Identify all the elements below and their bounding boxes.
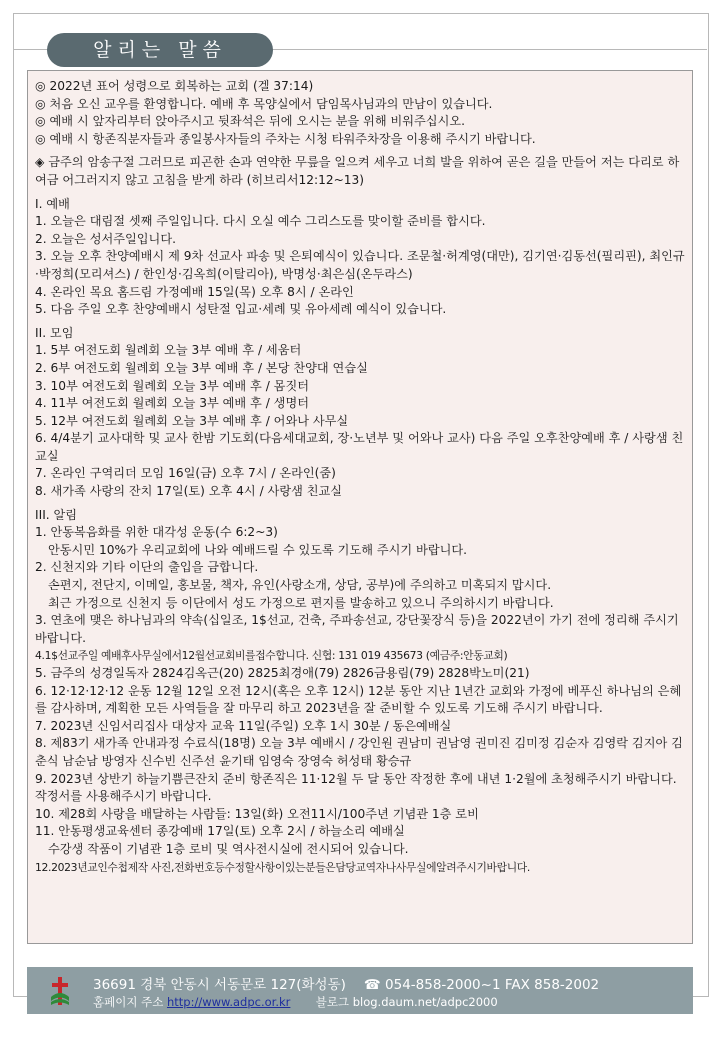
worship-heading: I. 예배 bbox=[35, 196, 70, 211]
church-logo-icon bbox=[49, 975, 71, 1007]
intro-item: ◎ 처음 오신 교우를 환영합니다. 예배 후 목양실에서 담임목사님과의 만남이 있습니다. bbox=[35, 96, 493, 111]
notice-list bbox=[35, 524, 685, 876]
notice-item: 2. 신천지와 기타 이단의 출입을 금합니다. bbox=[35, 560, 259, 575]
page-title: 알리는 말씀 bbox=[47, 33, 273, 67]
notice-item: 4.1$선교주일 예배후사무실에서12월선교회비를접수합니다. 신협: 131 019 435673 (예금주:안동교회) bbox=[35, 649, 508, 663]
notice-item: 6. 12·12·12·12 운동 12월 12일 오전 12시(혹은 오후 12시) 12분 동안 지난 1년간 교회와 가정에 베푸신 하나님의 은혜를 감사하며, 계획한 모든 사역들을 잘 마무리 하고 2023년을 잘 준비할 수 있도록 기도해 주시기 바랍니다. bbox=[35, 683, 682, 716]
footer-contact bbox=[93, 973, 599, 993]
blog-link[interactable]: blog.daum.net/adpc2000 bbox=[352, 995, 498, 1009]
footer bbox=[27, 967, 693, 1014]
homepage-label: 홈페이지 주소 bbox=[93, 995, 164, 1009]
notice-item: 5. 금주의 성경일독자 2824김옥근(20) 2825최경애(79) 2826금용림(79) 2828박노미(21) bbox=[35, 666, 530, 680]
notice-item: 안동시민 10%가 우리교회에 나와 예배드릴 수 있도록 기도해 주시기 바랍니다. bbox=[48, 542, 468, 557]
footer-links bbox=[93, 994, 498, 1010]
footer-address: 36691 경북 안동시 서동문로 127(화성동) bbox=[93, 977, 346, 993]
meeting-item: 8. 새가족 사랑의 잔치 17일(토) 오후 4시 / 사랑샘 친교실 bbox=[35, 484, 343, 499]
footer-phone: ☎ 054-858-2000~1 FAX 858-2002 bbox=[363, 977, 600, 993]
worship-item: 4. 온라인 목요 홈드림 가정예배 15일(목) 오후 8시 / 온라인 bbox=[35, 284, 354, 299]
meeting-item: 6. 4/4분기 교사대학 및 교사 한밤 기도회(다음세대교회, 장·노년부 및 어와나 교사) 다음 주일 오후찬양예배 후 / 사랑샘 친교실 bbox=[35, 431, 684, 463]
notice-item: 1. 안동복음화를 위한 대각성 운동(수 6:2~3) bbox=[35, 525, 278, 540]
notice-item: 11. 안동평생교육센터 종강예배 17일(토) 오후 2시 / 하늘소리 예배실 bbox=[35, 824, 405, 839]
notice-item: 손편지, 전단지, 이메일, 홍보물, 책자, 유인(사랑소개, 상담, 공부)에 주의하고 미혹되지 맙시다. bbox=[48, 578, 552, 593]
meeting-item: 7. 온라인 구역리더 모임 16일(금) 오후 7시 / 온라인(줌) bbox=[35, 466, 336, 481]
memory-verse: ◈ 금주의 암송구절 그러므로 피곤한 손과 연약한 무릎을 일으켜 세우고 너희 발을 위하여 곧은 길을 만들어 저는 다리로 하여금 어그러지지 않고 고침을 받게 하라 (히브리서12:12~13) bbox=[35, 155, 680, 187]
announcement-box bbox=[27, 70, 693, 944]
meeting-item: 2. 6부 여전도회 월례회 오늘 3부 예배 후 / 본당 찬양대 연습실 bbox=[35, 360, 368, 375]
notice-item: 12.2023년교인수첩제작 사진,전화번호등수정할사항이있는분들은담당교역자나사무실에알려주시기바랍니다. bbox=[35, 860, 530, 874]
notice-item: 8. 제83기 새가족 안내과정 수료식(18명) 오늘 3부 예배시 / 강인원 권남미 권남영 권미진 김미정 김순자 김영락 김지아 김춘식 남순남 방영자 신수빈 신주선 윤기태 임영숙 장영숙 허성태 황승규 bbox=[35, 736, 683, 768]
worship-item: 3. 오늘 오후 찬양예배시 제 9차 선교사 파송 및 은퇴예식이 있습니다. 조문철·허계영(대만), 김기연·김동선(필리핀), 최인규·박정희(모리셔스) / 한인성·김옥희(이탈리아), 박명성·최은심(온두라스) bbox=[35, 249, 685, 281]
notice-item: 3. 연초에 맺은 하나님과의 약속(십일조, 1$선교, 건축, 주파송선교, 강단꽃장식 등)을 2022년이 가기 전에 정리해 주시기 바랍니다. bbox=[35, 613, 679, 645]
notice-item: 9. 2023년 상반기 하늘기쁨큰잔치 준비 항존직은 11·12월 두 달 동안 작정한 후에 내년 1·2월에 초청해주시기 바랍니다. 작정서를 사용해주시기 바랍니다. bbox=[35, 771, 677, 804]
worship-item: 5. 다음 주일 오후 찬양예배시 성탄절 입교·세례 및 유아세례 예식이 있습니다. bbox=[35, 302, 447, 317]
meeting-item: 3. 10부 여전도회 월례회 오늘 3부 예배 후 / 몸짓터 bbox=[35, 378, 310, 393]
notice-item: 수강생 작품이 기념관 1층 로비 및 역사전시실에 전시되어 있습니다. bbox=[48, 841, 409, 856]
meetings-heading: II. 모임 bbox=[35, 325, 74, 340]
meeting-item: 4. 11부 여전도회 월례회 오늘 3부 예배 후 / 생명터 bbox=[35, 396, 310, 411]
homepage-link[interactable]: http://www.adpc.or.kr bbox=[166, 995, 291, 1009]
worship-item: 1. 오늘은 대림절 셋째 주일입니다. 다시 오실 예수 그리스도를 맞이할 준비를 합시다. bbox=[35, 214, 486, 229]
notice-item: 10. 제28회 사랑을 배달하는 사람들: 13일(화) 오전11시/100주년 기념관 1층 로비 bbox=[35, 806, 479, 821]
meeting-item: 5. 12부 여전도회 월례회 오늘 3부 예배 후 / 어와나 사무실 bbox=[35, 413, 349, 428]
intro-list bbox=[35, 78, 685, 148]
notices-heading: III. 알림 bbox=[35, 507, 78, 522]
worship-item: 2. 오늘은 성서주일입니다. bbox=[35, 231, 176, 246]
blog-label: 블로그 bbox=[315, 995, 350, 1009]
intro-item: ◎ 예배 시 앞자리부터 앉아주시고 뒷좌석은 뒤에 오시는 분을 위해 비워주십시오. bbox=[35, 114, 465, 129]
notice-item: 7. 2023년 신임서리집사 대상자 교육 11일(주일) 오후 1시 30분 / 동은예배실 bbox=[35, 718, 452, 733]
intro-item: ◎ 예배 시 항존직분자들과 종일봉사자들의 주차는 시청 타워주차장을 이용해 주시기 바랍니다. bbox=[35, 131, 536, 146]
intro-item: ◎ 2022년 표어 성령으로 회복하는 교회 (겔 37:14) bbox=[35, 79, 314, 93]
meeting-item: 1. 5부 여전도회 월례회 오늘 3부 예배 후 / 세움터 bbox=[35, 343, 302, 358]
notice-item: 최근 가정으로 신천지 등 이단에서 성도 가정으로 편지를 발송하고 있으니 주의하시기 바랍니다. bbox=[48, 595, 554, 610]
